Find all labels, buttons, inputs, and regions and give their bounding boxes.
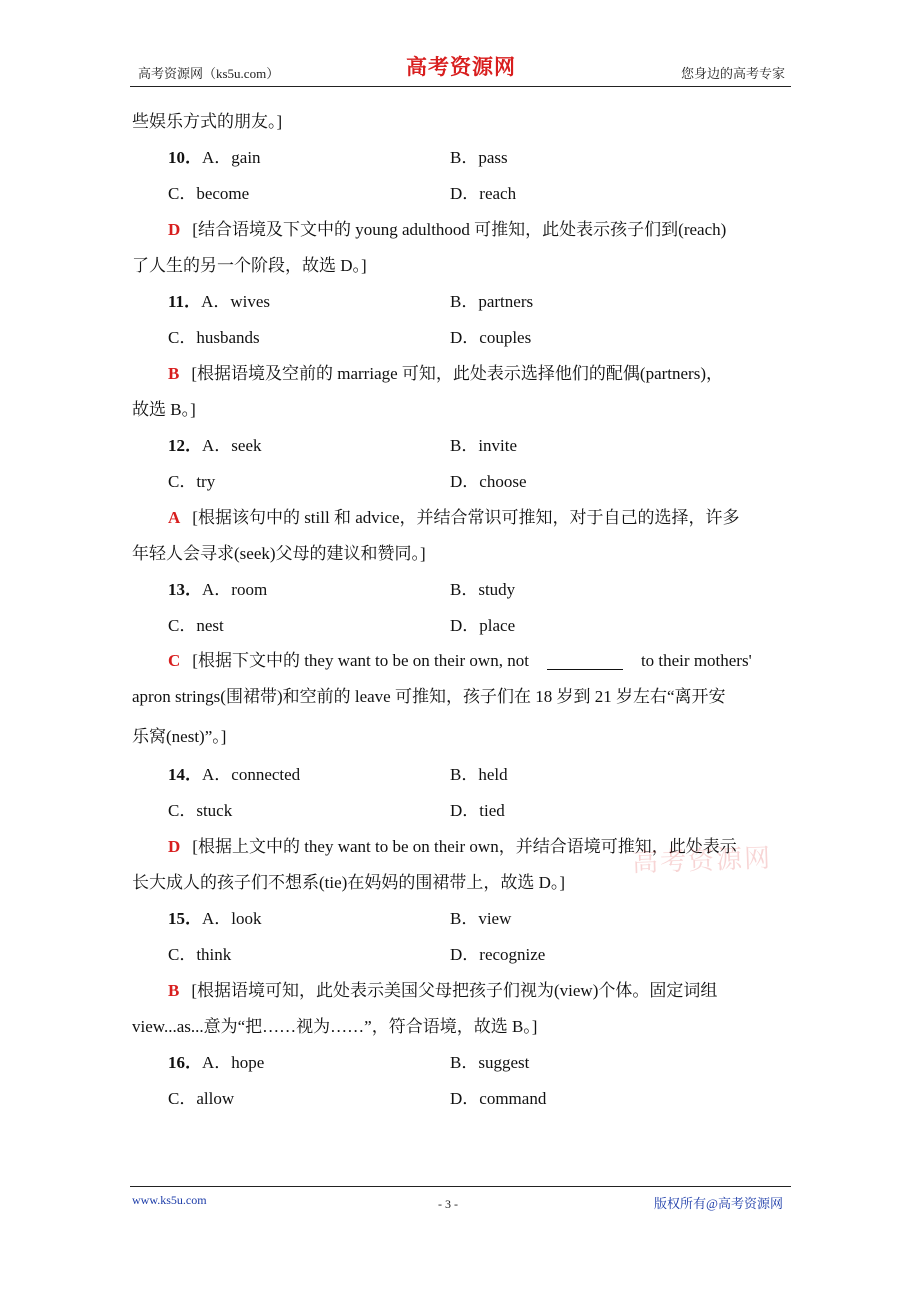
question-number: 10． — [168, 148, 202, 167]
option-b: B．partners — [450, 292, 534, 311]
option-a: 10．A．gain — [168, 148, 261, 167]
header-site-name: 高考资源网（ks5u.com） — [138, 66, 280, 81]
option-a: 16．A．hope — [168, 1053, 265, 1072]
question-11 — [132, 284, 792, 428]
explanation-line: B [根据语境可知，此处表示美国父母把孩子们视为(view)个体。固定词组 — [168, 981, 718, 1000]
explanation-line: 了人生的另一个阶段，故选 D。] — [132, 256, 367, 275]
option-c: C．try — [168, 472, 216, 491]
question-number: 12． — [168, 436, 202, 455]
option-a: 12．A．seek — [168, 436, 262, 455]
option-d: D．tied — [450, 801, 505, 820]
question-12 — [132, 428, 792, 572]
explanation-line: D [结合语境及下文中的 young adulthood 可推知，此处表示孩子们到(reach) — [168, 220, 727, 239]
option-b: B．study — [450, 580, 516, 599]
option-a: 14．A．connected — [168, 765, 301, 784]
option-a: 13．A．room — [168, 580, 268, 599]
option-c: C．husbands — [168, 328, 260, 347]
page-footer — [130, 1186, 791, 1227]
question-number: 11． — [168, 292, 202, 311]
header-slogan: 您身边的高考专家 — [680, 66, 785, 81]
option-d: D．reach — [450, 184, 517, 203]
option-b: B．pass — [450, 148, 508, 167]
question-number: 16． — [168, 1053, 202, 1072]
option-c: C．become — [168, 184, 250, 203]
option-d: D．choose — [450, 472, 527, 491]
question-16 — [132, 1045, 792, 1117]
option-d: D．place — [450, 616, 516, 635]
option-b: B．held — [450, 765, 508, 784]
explanation-line: A [根据该句中的 still 和 advice，并结合常识可推知，对于自己的选择，许多 — [168, 508, 740, 527]
option-b: B．invite — [450, 436, 518, 455]
explanation-line: 长大成人的孩子们不想系(tie)在妈妈的围裙带上，故选 D。] — [132, 873, 566, 892]
answer-letter: B — [168, 981, 180, 1000]
option-d: D．couples — [450, 328, 532, 347]
option-c: C．stuck — [168, 801, 233, 820]
answer-letter: B — [168, 364, 180, 383]
answer-letter: A — [168, 508, 181, 527]
option-d: D．recognize — [450, 945, 546, 964]
answer-letter: D — [168, 220, 181, 239]
page-number: - 3 - — [438, 1197, 458, 1211]
explanation-line: 乐窝(nest)”。] — [132, 727, 227, 746]
footer-site-link[interactable]: www.ks5u.com — [132, 1193, 207, 1207]
option-b: B．suggest — [450, 1053, 530, 1072]
question-13 — [132, 572, 792, 757]
question-15 — [132, 901, 792, 1045]
explanation-line: C [根据下文中的 they want to be on their own, not to their mothers' — [168, 651, 752, 670]
option-d: D．command — [450, 1089, 547, 1108]
answer-letter: D — [168, 837, 181, 856]
option-c: C．think — [168, 945, 232, 964]
document-body — [132, 104, 792, 1117]
explanation-line: 年轻人会寻求(seek)父母的建议和赞同。] — [132, 544, 426, 563]
option-c: C．nest — [168, 616, 224, 635]
explanation-line: view...as...意为“把……视为……”，符合语境，故选 B。] — [132, 1017, 538, 1036]
header-logo: 高考资源网 — [406, 55, 516, 79]
explanation-line: apron strings(围裙带)和空前的 leave 可推知，孩子们在 18 岁到 21 岁左右“离开安 — [132, 687, 726, 706]
footer-copyright: 版权所有@高考资源网 — [654, 1196, 783, 1211]
explanation-line: 故选 B。] — [132, 400, 196, 419]
option-a: 11．A．wives — [168, 292, 271, 311]
fill-blank — [547, 651, 623, 670]
question-14 — [132, 757, 792, 901]
question-10 — [132, 140, 792, 284]
watermark-logo: 高考资源网 — [631, 843, 773, 878]
page-header — [130, 52, 791, 87]
intro-tail: 些娱乐方式的朋友。] — [132, 112, 283, 131]
option-a: 15．A．look — [168, 909, 262, 928]
answer-letter: C — [168, 651, 181, 670]
option-c: C．allow — [168, 1089, 235, 1108]
option-b: B．view — [450, 909, 512, 928]
question-number: 13． — [168, 580, 202, 599]
question-number: 14． — [168, 765, 202, 784]
question-number: 15． — [168, 909, 202, 928]
explanation-line: B [根据语境及空前的 marriage 可知，此处表示选择他们的配偶(partners)， — [168, 364, 723, 383]
explanation-line: D [根据上文中的 they want to be on their own，并结合语境可推知，此处表示 — [168, 837, 737, 856]
